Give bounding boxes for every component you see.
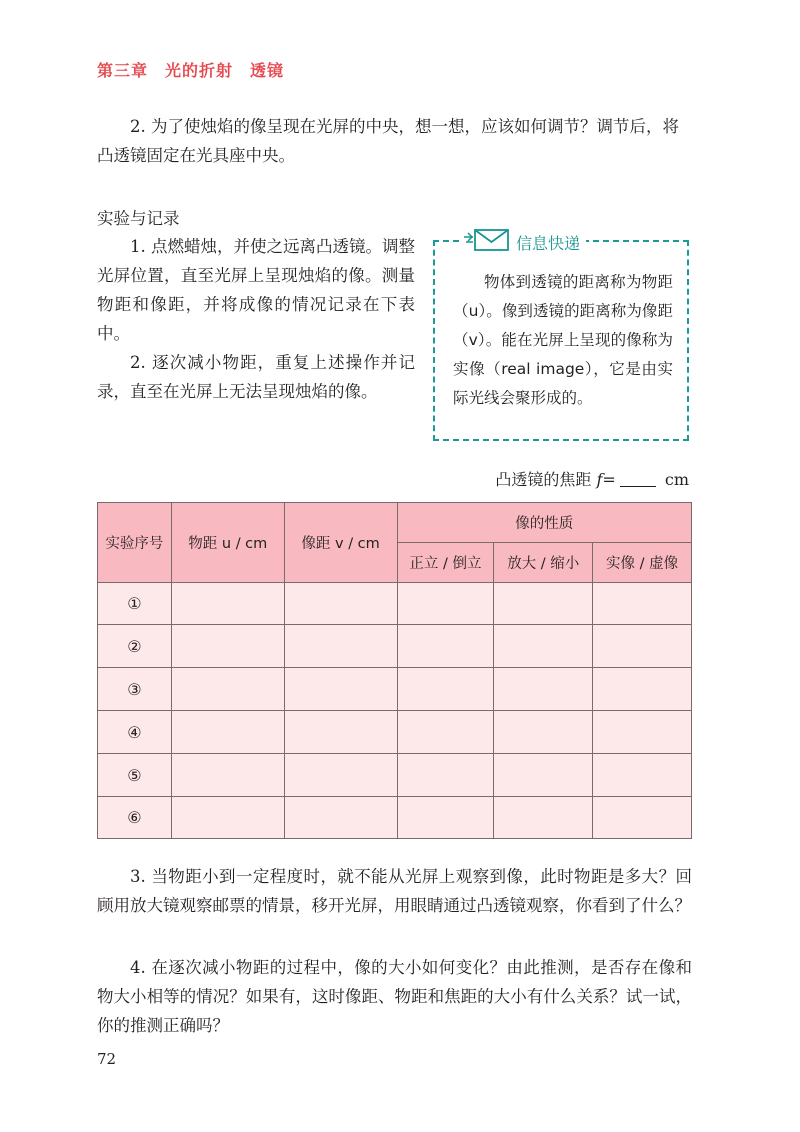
- focal-equals: =: [602, 470, 616, 489]
- info-box-title-text: 信息快递: [516, 233, 581, 253]
- cell-upright-inverted[interactable]: [397, 668, 494, 711]
- table-row: [98, 711, 692, 754]
- row-index: ④: [98, 711, 172, 754]
- table-row: [98, 625, 692, 668]
- cell-upright-inverted[interactable]: [397, 754, 494, 797]
- paragraph-record-step-2: 2. 逐次减小物距，重复上述操作并记录，直至在光屏上无法呈现烛焰的像。: [97, 353, 415, 401]
- cell-object-distance[interactable]: [171, 711, 284, 754]
- cell-real-virtual[interactable]: [593, 754, 692, 797]
- paragraph-question-4: 4. 在逐次减小物距的过程中，像的大小如何变化？由此推测，是否存在像和物大小相等的情况？如果有，这时像距、物距和焦距的大小有什么关系？试一试，你的推测正确吗？: [97, 958, 692, 1035]
- cell-image-distance[interactable]: [284, 797, 397, 839]
- cell-magnified-reduced[interactable]: [494, 625, 593, 668]
- cell-object-distance[interactable]: [171, 797, 284, 839]
- cell-image-distance[interactable]: [284, 668, 397, 711]
- cell-magnified-reduced[interactable]: [494, 711, 593, 754]
- table-row: [98, 583, 692, 625]
- cell-upright-inverted[interactable]: [397, 583, 494, 625]
- section-title: 实验与记录: [97, 209, 180, 228]
- focal-symbol: f: [596, 470, 603, 489]
- row-index: ①: [98, 583, 172, 625]
- envelope-icon: [464, 228, 510, 256]
- cell-magnified-reduced[interactable]: [494, 797, 593, 839]
- row-index: ⑤: [98, 754, 172, 797]
- header-index: 实验序号: [98, 503, 172, 583]
- cell-object-distance[interactable]: [171, 668, 284, 711]
- cell-real-virtual[interactable]: [593, 583, 692, 625]
- cell-object-distance[interactable]: [171, 754, 284, 797]
- cell-image-distance[interactable]: [284, 625, 397, 668]
- focal-label: 凸透镜的焦距: [495, 470, 592, 489]
- header-image-nature: 像的性质: [397, 503, 692, 543]
- focal-unit: cm: [664, 470, 689, 489]
- header-upright-inverted: 正立 / 倒立: [397, 543, 494, 583]
- cell-upright-inverted[interactable]: [397, 711, 494, 754]
- cell-real-virtual[interactable]: [593, 625, 692, 668]
- table-row: [98, 668, 692, 711]
- info-box-text: 物体到透镜的距离称为物距（u）。像到透镜的距离称为像距（v）。能在光屏上呈现的像称为实像（real image），它是由实际光线会聚形成的。: [453, 273, 673, 407]
- cell-object-distance[interactable]: [171, 583, 284, 625]
- cell-upright-inverted[interactable]: [397, 797, 494, 839]
- cell-real-virtual[interactable]: [593, 668, 692, 711]
- cell-real-virtual[interactable]: [593, 797, 692, 839]
- paragraph-record-step-1: 1. 点燃蜡烛，并使之远离凸透镜。调整光屏位置，直至光屏上呈现烛焰的像。测量物距和像距，并将成像的情况记录在下表中。: [97, 237, 415, 343]
- header-object-distance: 物距 u / cm: [171, 503, 284, 583]
- cell-magnified-reduced[interactable]: [494, 583, 593, 625]
- row-index: ②: [98, 625, 172, 668]
- cell-image-distance[interactable]: [284, 754, 397, 797]
- experiment-table: [97, 502, 692, 839]
- cell-magnified-reduced[interactable]: [494, 668, 593, 711]
- info-box-title: [460, 228, 586, 256]
- row-index: ③: [98, 668, 172, 711]
- cell-image-distance[interactable]: [284, 711, 397, 754]
- cell-magnified-reduced[interactable]: [494, 754, 593, 797]
- table-row: [98, 797, 692, 839]
- row-index: ⑥: [98, 797, 172, 839]
- paragraph-question-3: 3. 当物距小到一定程度时，就不能从光屏上观察到像，此时物距是多大？回顾用放大镜观察邮票的情景，移开光屏，用眼睛通过凸透镜观察，你看到了什么？: [97, 867, 692, 915]
- header-magnified-reduced: 放大 / 缩小: [494, 543, 593, 583]
- cell-object-distance[interactable]: [171, 625, 284, 668]
- chapter-header: 第三章 光的折射 透镜: [97, 61, 285, 80]
- cell-image-distance[interactable]: [284, 583, 397, 625]
- cell-real-virtual[interactable]: [593, 711, 692, 754]
- paragraph-step-2-adjust: 2. 为了使烛焰的像呈现在光屏的中央，想一想，应该如何调节？调节后，将凸透镜固定在光具座中央。: [97, 117, 679, 165]
- header-image-distance: 像距 v / cm: [284, 503, 397, 583]
- focal-blank[interactable]: [620, 486, 656, 487]
- header-real-virtual: 实像 / 虚像: [593, 543, 692, 583]
- table-row: [98, 754, 692, 797]
- page-number: 72: [97, 1050, 117, 1068]
- focal-length-line: [495, 467, 689, 490]
- cell-upright-inverted[interactable]: [397, 625, 494, 668]
